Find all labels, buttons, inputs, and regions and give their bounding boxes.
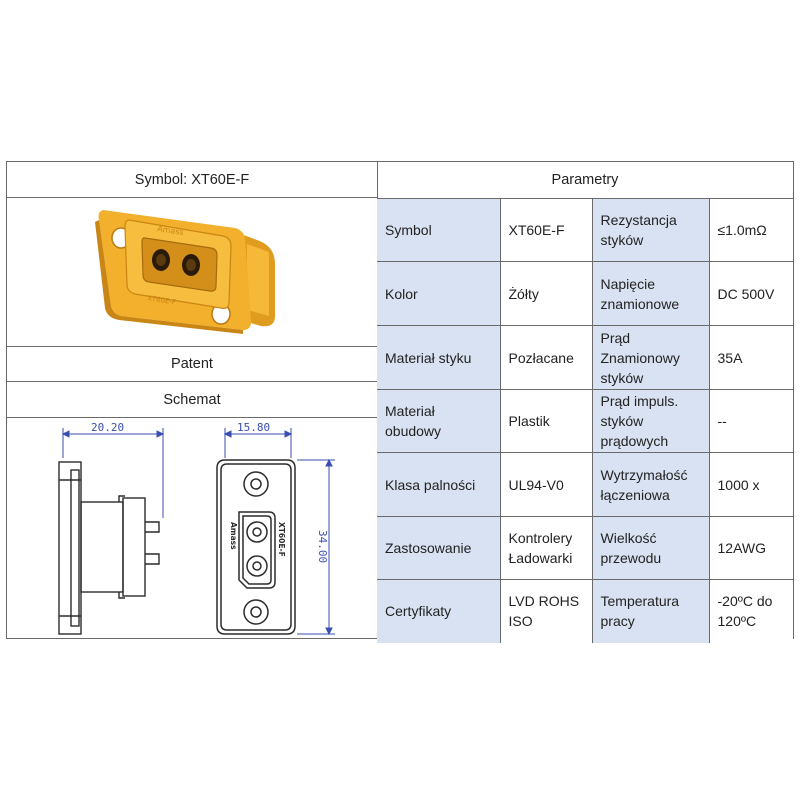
param-label: Prąd Znamionowy styków	[592, 326, 709, 390]
param-value: DC 500V	[709, 262, 793, 326]
param-label: Materiał styku	[377, 326, 500, 390]
param-value: 35A	[709, 326, 793, 390]
patent-row	[7, 346, 377, 382]
param-value: --	[709, 390, 793, 453]
drawing-logo-text: Amass	[229, 522, 238, 550]
param-label: Symbol	[377, 199, 500, 262]
schematic-drawing	[7, 418, 377, 638]
connector-photo-image	[7, 198, 377, 346]
param-label: Certyfikaty	[377, 580, 500, 643]
patent-label: Patent	[171, 355, 213, 372]
param-value: Pozłacane	[500, 326, 592, 390]
parameters-header	[377, 162, 793, 199]
param-value: Kontrolery Ładowarki	[500, 517, 592, 580]
photo-model-text: XT60E-F	[146, 294, 177, 307]
param-label: Kolor	[377, 262, 500, 326]
param-value: 12AWG	[709, 517, 793, 580]
dim-depth-text: 20.20	[91, 421, 125, 434]
param-value: Plastik	[500, 390, 592, 453]
param-label: Temperatura pracy	[592, 580, 709, 643]
param-value: -20ºC do 120ºC	[709, 580, 793, 643]
drawing-model-text: XT60E-F	[277, 522, 286, 557]
param-label: Wielkość przewodu	[592, 517, 709, 580]
param-value: XT60E-F	[500, 199, 592, 262]
param-value: ≤1.0mΩ	[709, 199, 793, 262]
parameters-table	[377, 198, 793, 643]
table-row	[377, 199, 793, 262]
dim-height-text: 34.00	[316, 530, 329, 564]
param-label: Wytrzymałość łączeniowa	[592, 453, 709, 517]
symbol-header	[7, 162, 377, 198]
photo-logo-text: Amass	[156, 224, 185, 238]
table-row	[377, 517, 793, 580]
param-label: Napięcie znamionowe	[592, 262, 709, 326]
product-photo	[7, 198, 377, 347]
param-value: 1000 x	[709, 453, 793, 517]
left-column	[7, 162, 378, 638]
schematic-header	[7, 382, 377, 418]
table-row	[377, 390, 793, 453]
parameters-header-label: Parametry	[551, 172, 619, 188]
param-label: Zastosowanie	[377, 517, 500, 580]
parameters-column	[377, 162, 793, 638]
table-row	[377, 453, 793, 517]
dim-width-text: 15.80	[237, 421, 271, 434]
param-label: Rezystancja styków	[592, 199, 709, 262]
table-row	[377, 262, 793, 326]
spec-sheet	[6, 161, 794, 639]
param-label: Klasa palności	[377, 453, 500, 517]
symbol-header-label: Symbol: XT60E-F	[134, 171, 250, 188]
table-row	[377, 326, 793, 390]
param-value: UL94-V0	[500, 453, 592, 517]
param-value: LVD ROHS ISO	[500, 580, 592, 643]
table-row	[377, 580, 793, 643]
schematic-label: Schemat	[163, 391, 221, 408]
technical-drawing	[7, 418, 377, 638]
param-value: Żółty	[500, 262, 592, 326]
param-label: Prąd impuls. styków prądowych	[592, 390, 709, 453]
param-label: Materiał obudowy	[377, 390, 500, 453]
